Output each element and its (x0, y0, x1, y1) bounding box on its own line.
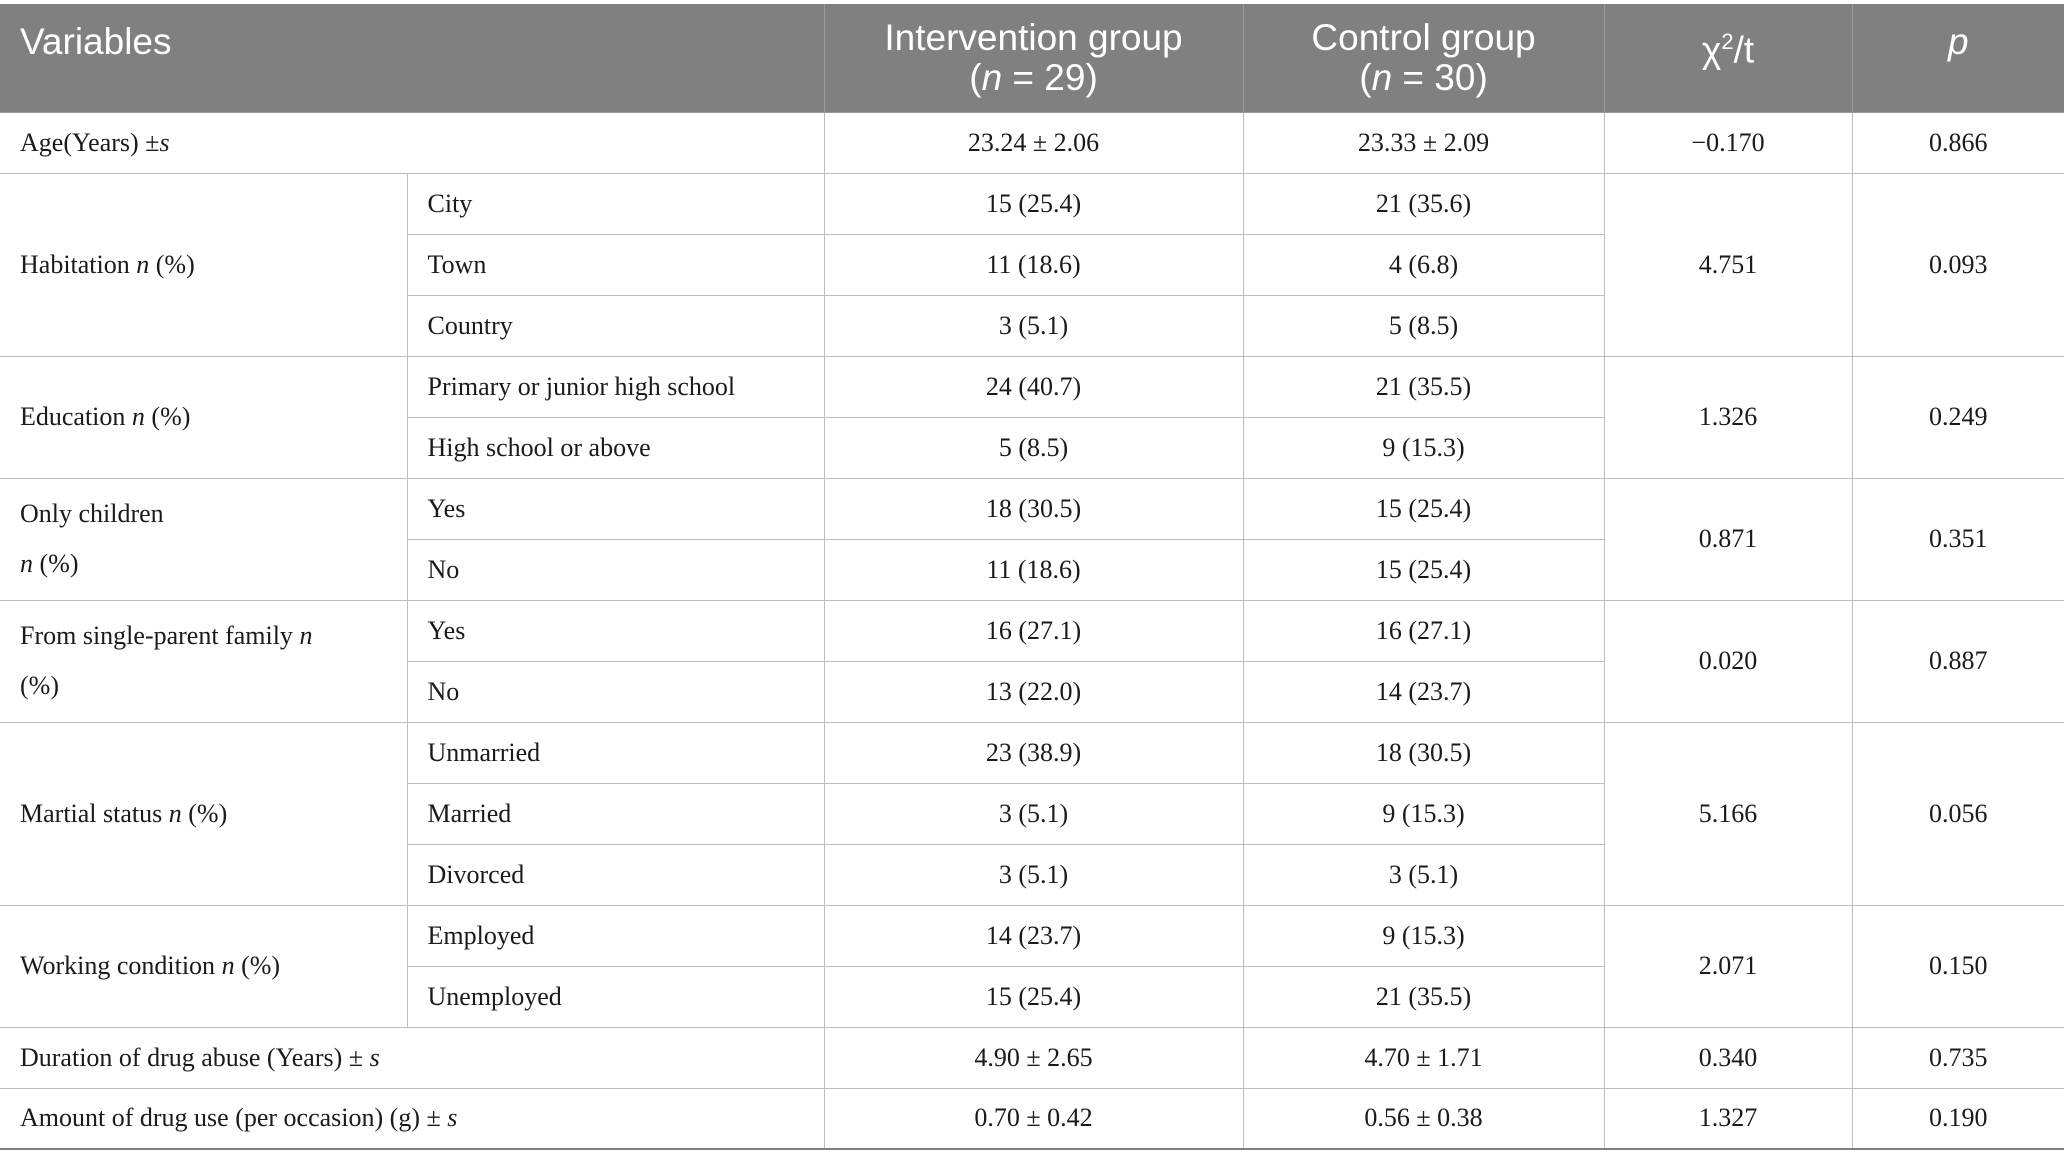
cell-stat: 0.871 (1604, 478, 1852, 600)
cell-category: Unmarried (407, 722, 824, 783)
cell-intervention: 3 (5.1) (824, 783, 1243, 844)
cell-intervention: 24 (40.7) (824, 356, 1243, 417)
row-label-education: Education n (%) (0, 356, 407, 478)
cell-intervention: 4.90 ± 2.65 (824, 1027, 1243, 1088)
cell-category: Employed (407, 905, 824, 966)
cell-category: High school or above (407, 417, 824, 478)
cell-intervention: 18 (30.5) (824, 478, 1243, 539)
cell-stat: 1.327 (1604, 1088, 1852, 1149)
cell-control: 21 (35.5) (1243, 356, 1604, 417)
cell-category: City (407, 173, 824, 234)
cell-intervention: 13 (22.0) (824, 661, 1243, 722)
table-header-row (0, 4, 2064, 112)
cell-stat: 1.326 (1604, 356, 1852, 478)
cell-category: Unemployed (407, 966, 824, 1027)
cell-control: 15 (25.4) (1243, 478, 1604, 539)
cell-category: No (407, 661, 824, 722)
cell-control: 9 (15.3) (1243, 783, 1604, 844)
row-label-age: Age(Years) ±s (0, 112, 824, 173)
cell-intervention: 16 (27.1) (824, 600, 1243, 661)
cell-p: 0.190 (1852, 1088, 2064, 1149)
table-row (0, 173, 2064, 234)
row-label-single-parent: From single-parent family n (%) (0, 600, 407, 722)
cell-control: 23.33 ± 2.09 (1243, 112, 1604, 173)
cell-category: Married (407, 783, 824, 844)
cell-intervention: 23 (38.9) (824, 722, 1243, 783)
cell-control: 18 (30.5) (1243, 722, 1604, 783)
header-intervention-group: Intervention group (n = 29) (824, 4, 1243, 112)
row-label-habitation: Habitation n (%) (0, 173, 407, 356)
cell-category: Country (407, 295, 824, 356)
row-label-only-children: Only children n (%) (0, 478, 407, 600)
cell-stat: −0.170 (1604, 112, 1852, 173)
cell-control: 14 (23.7) (1243, 661, 1604, 722)
cell-intervention: 14 (23.7) (824, 905, 1243, 966)
table-row (0, 356, 2064, 417)
cell-control: 21 (35.6) (1243, 173, 1604, 234)
cell-p: 0.056 (1852, 722, 2064, 905)
cell-p: 0.887 (1852, 600, 2064, 722)
cell-intervention: 3 (5.1) (824, 844, 1243, 905)
cell-intervention: 5 (8.5) (824, 417, 1243, 478)
cell-intervention: 11 (18.6) (824, 234, 1243, 295)
cell-intervention: 15 (25.4) (824, 966, 1243, 1027)
baseline-characteristics-table (0, 4, 2064, 1150)
cell-p: 0.866 (1852, 112, 2064, 173)
cell-category: Primary or junior high school (407, 356, 824, 417)
cell-control: 9 (15.3) (1243, 905, 1604, 966)
cell-stat: 2.071 (1604, 905, 1852, 1027)
cell-intervention: 11 (18.6) (824, 539, 1243, 600)
row-label-marital-status: Martial status n (%) (0, 722, 407, 905)
cell-control: 15 (25.4) (1243, 539, 1604, 600)
cell-category: Yes (407, 478, 824, 539)
table-row (0, 905, 2064, 966)
cell-control: 16 (27.1) (1243, 600, 1604, 661)
cell-control: 5 (8.5) (1243, 295, 1604, 356)
row-label-working-condition: Working condition n (%) (0, 905, 407, 1027)
row-label-amount: Amount of drug use (per occasion) (g) ± s (0, 1088, 824, 1149)
header-p-value: p (1852, 4, 2064, 112)
cell-control: 4 (6.8) (1243, 234, 1604, 295)
table-row (0, 1088, 2064, 1149)
cell-control: 9 (15.3) (1243, 417, 1604, 478)
table-row (0, 600, 2064, 661)
cell-control: 0.56 ± 0.38 (1243, 1088, 1604, 1149)
header-control-group: Control group (n = 30) (1243, 4, 1604, 112)
table-row (0, 1027, 2064, 1088)
cell-stat: 4.751 (1604, 173, 1852, 356)
cell-stat: 5.166 (1604, 722, 1852, 905)
cell-p: 0.735 (1852, 1027, 2064, 1088)
cell-category: Yes (407, 600, 824, 661)
cell-intervention: 3 (5.1) (824, 295, 1243, 356)
cell-category: No (407, 539, 824, 600)
cell-intervention: 0.70 ± 0.42 (824, 1088, 1243, 1149)
cell-p: 0.150 (1852, 905, 2064, 1027)
cell-stat: 0.340 (1604, 1027, 1852, 1088)
table-row (0, 112, 2064, 173)
header-chi-square-t: $\chi^2/t$ (1604, 4, 1852, 112)
cell-category: Divorced (407, 844, 824, 905)
header-variables: Variables (0, 4, 824, 112)
cell-p: 0.351 (1852, 478, 2064, 600)
cell-stat: 0.020 (1604, 600, 1852, 722)
cell-intervention: 15 (25.4) (824, 173, 1243, 234)
cell-p: 0.249 (1852, 356, 2064, 478)
cell-p: 0.093 (1852, 173, 2064, 356)
cell-intervention: 23.24 ± 2.06 (824, 112, 1243, 173)
cell-control: 4.70 ± 1.71 (1243, 1027, 1604, 1088)
table-row (0, 478, 2064, 539)
cell-category: Town (407, 234, 824, 295)
cell-control: 21 (35.5) (1243, 966, 1604, 1027)
cell-control: 3 (5.1) (1243, 844, 1604, 905)
table-row (0, 722, 2064, 783)
row-label-duration: Duration of drug abuse (Years) ± s (0, 1027, 824, 1088)
